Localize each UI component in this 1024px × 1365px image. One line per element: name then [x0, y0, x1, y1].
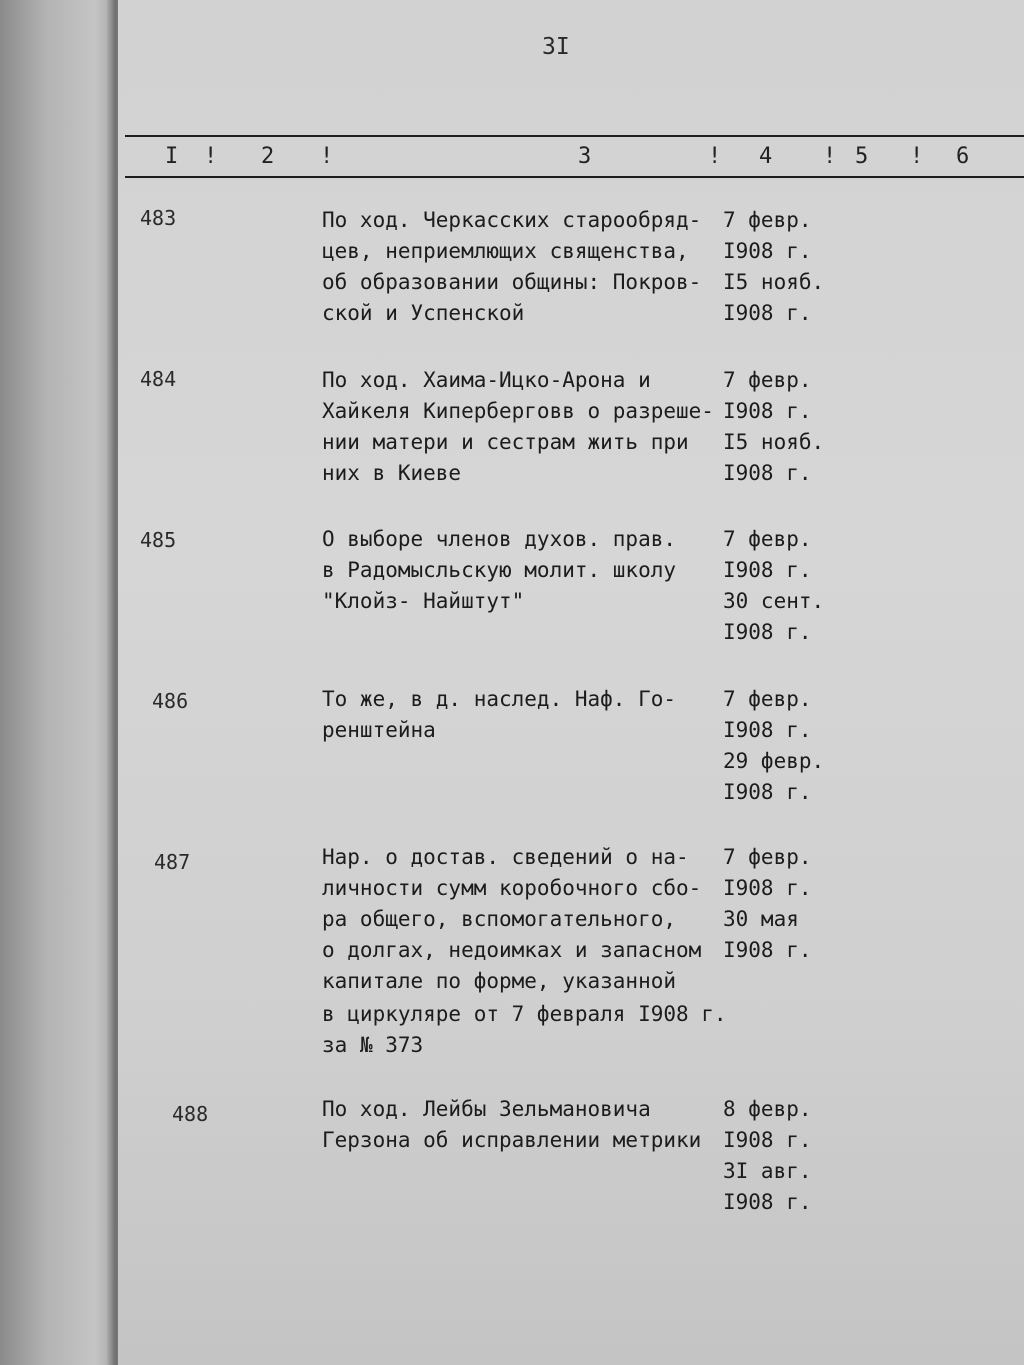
- record-number: 486: [152, 689, 189, 713]
- page-number: 3I: [542, 34, 570, 60]
- facing-page-edge: [0, 0, 118, 1365]
- column-header-5: 5: [855, 144, 869, 169]
- record-title: Нар. о достав. сведений о на- личности сумм коробочного сбо- ра общего, вспомогательного, о долгах, недоимках и запасном капитале по форме, указанной: [322, 845, 702, 993]
- record-title: По ход. Лейбы Зельмановича Герзона об исправлении метрики: [322, 1097, 702, 1152]
- column-separator: !: [823, 144, 837, 169]
- column-separator: !: [708, 144, 722, 169]
- record-dates: 7 февр. I908 г. I5 нояб. I908 г.: [723, 208, 825, 325]
- header-rule-top: [125, 135, 1024, 137]
- record-dates: 7 февр. I908 г. 30 сент. I908 г.: [723, 527, 825, 644]
- header-rule-bottom: [125, 176, 1024, 178]
- column-header-6: 6: [956, 144, 970, 169]
- record-number: 487: [154, 850, 191, 874]
- column-header-4: 4: [759, 144, 773, 169]
- record-number: 484: [140, 367, 177, 391]
- column-header-1: I: [165, 144, 179, 169]
- record-number: 483: [140, 206, 177, 230]
- record-number: 488: [172, 1102, 209, 1126]
- column-separator: !: [320, 144, 334, 169]
- column-separator: !: [910, 144, 924, 169]
- record-title: То же, в д. наслед. Наф. Го- ренштейна: [322, 687, 677, 742]
- column-header-3: 3: [578, 144, 592, 169]
- document-page: [118, 0, 1024, 1365]
- record-title-continuation: в циркуляре от 7 февраля I908 г. за № 373: [322, 1002, 727, 1057]
- record-title: О выборе членов духов. прав. в Радомысльскую молит. школу "Клойз- Найштут": [322, 527, 677, 613]
- record-number: 485: [140, 528, 177, 552]
- record-dates: 8 февр. I908 г. 3I авг. I908 г.: [723, 1097, 812, 1214]
- column-separator: !: [204, 144, 218, 169]
- record-title: По ход. Черкасских старообряд- цев, неприемлющих священства, об образовании общины: Покров- ской и Успенской: [322, 208, 702, 325]
- record-dates: 7 февр. I908 г. 29 февр. I908 г.: [723, 687, 825, 804]
- record-dates: 7 февр. I908 г. 30 мая I908 г.: [723, 845, 812, 962]
- record-title: По ход. Хаима-Ицко-Арона и Хайкеля Киперберговв о разреше- нии матери и сестрам жить при них в Киеве: [322, 368, 714, 485]
- column-header-2: 2: [261, 144, 275, 169]
- record-dates: 7 февр. I908 г. I5 нояб. I908 г.: [723, 368, 825, 485]
